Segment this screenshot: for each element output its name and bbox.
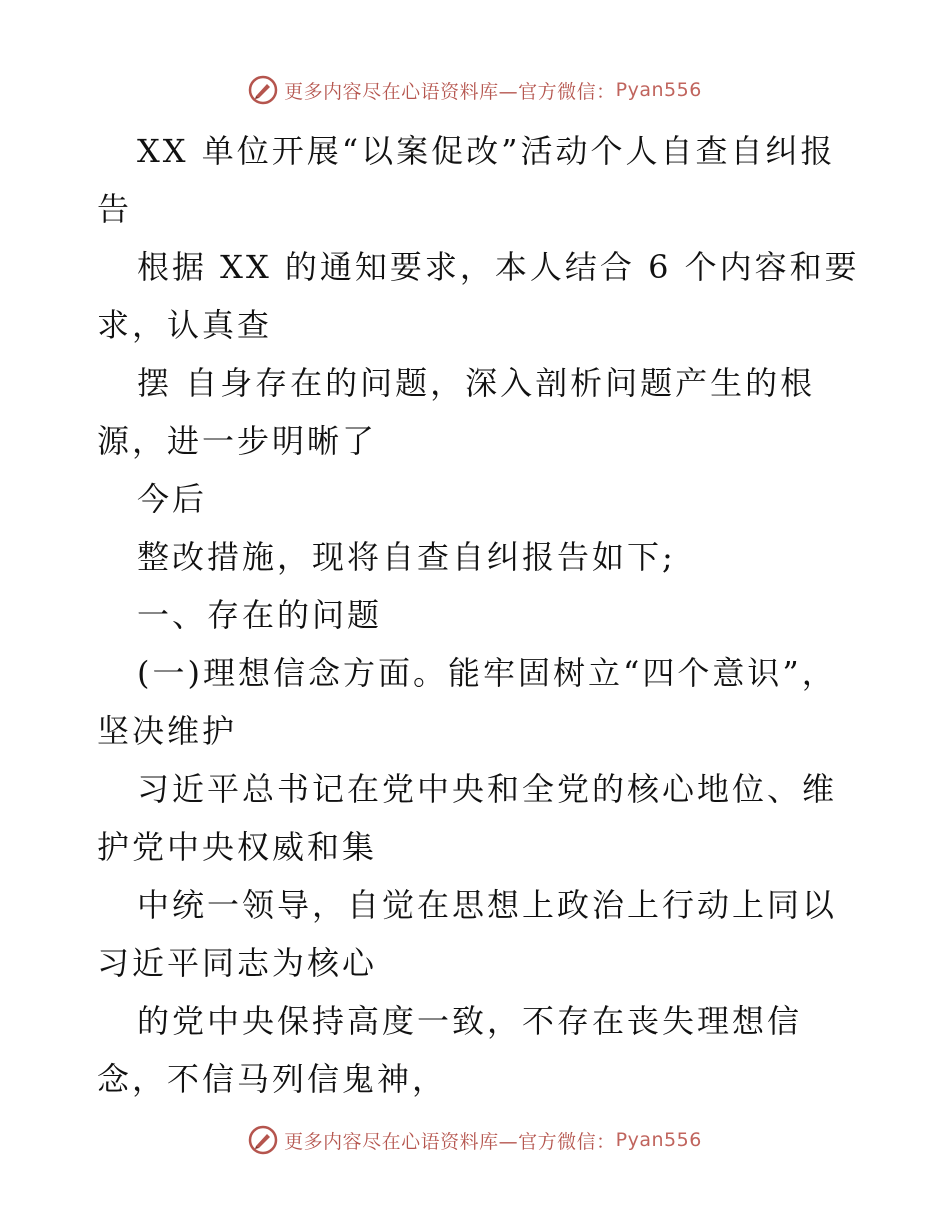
paragraph: (一)理想信念方面。能牢固树立“四个意识”，坚决维护 bbox=[97, 654, 837, 750]
banner-handle: Pyan556 bbox=[615, 79, 702, 101]
document-body bbox=[97, 122, 867, 1108]
banner-text: 更多内容尽在心语资料库—官方微信： bbox=[284, 1130, 616, 1153]
banner-handle: Pyan556 bbox=[615, 1129, 702, 1151]
pen-logo-icon bbox=[248, 1125, 278, 1155]
header-watermark-banner bbox=[0, 70, 950, 110]
paragraph: 中统一领导，自觉在思想上政治上行动上同以习近平同志为核心 bbox=[97, 886, 838, 982]
banner-text: 更多内容尽在心语资料库—官方微信： bbox=[284, 80, 616, 103]
paragraph: 习近平总书记在党中央和全党的核心地位、维护党中央权威和集 bbox=[97, 770, 838, 866]
pen-logo-icon bbox=[248, 75, 278, 105]
paragraph: 今后 bbox=[137, 480, 208, 518]
section-heading: 一、存在的问题 bbox=[137, 596, 383, 634]
paragraph: 根据 XX 的通知要求，本人结合 6 个内容和要求，认真查 bbox=[97, 248, 860, 344]
paragraph: 的党中央保持高度一致，不存在丧失理想信念，不信马列信鬼神， bbox=[97, 1002, 803, 1098]
paragraph: 整改措施，现将自查自纠报告如下; bbox=[137, 538, 676, 576]
footer-watermark-banner bbox=[0, 1120, 950, 1160]
paragraph: 摆 自身存在的问题，深入剖析问题产生的根源，进一步明晰了 bbox=[97, 364, 816, 460]
document-title: XX 单位开展“以案促改”活动个人自查自纠报告 bbox=[97, 132, 836, 228]
